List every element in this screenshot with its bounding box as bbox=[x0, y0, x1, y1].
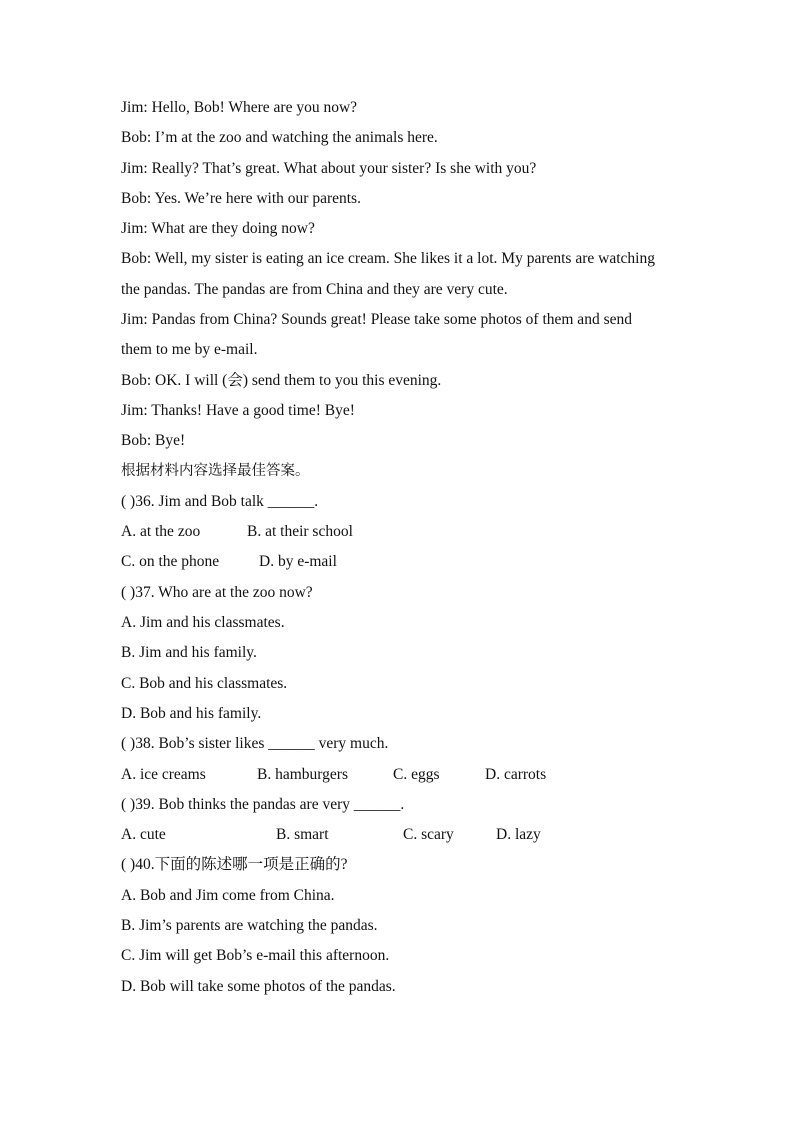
q40-stem: ( )40.下面的陈述哪一项是正确的? bbox=[121, 856, 348, 874]
dialogue-line-8: Jim: Pandas from China? Sounds great! Please take some photos of them and send bbox=[121, 311, 632, 329]
q39-option-b: B. smart bbox=[276, 826, 329, 844]
q38-option-a: A. ice creams bbox=[121, 765, 206, 783]
dialogue-line-6: Bob: Well, my sister is eating an ice cream. She likes it a lot. My parents are watching bbox=[121, 250, 655, 268]
dialogue-line-12: Bob: Bye! bbox=[121, 432, 186, 450]
q40-option-d: D. Bob will take some photos of the pandas. bbox=[121, 977, 396, 995]
q40-option-b: B. Jim’s parents are watching the pandas. bbox=[121, 917, 378, 935]
q39-option-c: C. scary bbox=[403, 826, 454, 844]
q39-options-row bbox=[121, 823, 701, 853]
q40-option-c: C. Jim will get Bob’s e-mail this afternoon. bbox=[121, 947, 390, 965]
q37-option-a: A. Jim and his classmates. bbox=[121, 614, 285, 632]
q37-option-c: C. Bob and his classmates. bbox=[121, 674, 288, 692]
q39-option-a: A. cute bbox=[121, 826, 166, 844]
dialogue-line-5: Jim: What are they doing now? bbox=[121, 220, 315, 238]
q36-option-c: C. on the phone bbox=[121, 553, 220, 571]
dialogue-line-10: Bob: OK. I will (会) send them to you this evening. bbox=[121, 371, 442, 389]
dialogue-line-1: Jim: Hello, Bob! Where are you now? bbox=[121, 99, 358, 116]
q40-option-a: A. Bob and Jim come from China. bbox=[121, 886, 335, 904]
q36-options-row-2 bbox=[121, 550, 701, 580]
dialogue-line-4: Bob: Yes. We’re here with our parents. bbox=[121, 189, 361, 207]
q38-option-d: D. carrots bbox=[485, 765, 547, 783]
q36-option-d: D. by e-mail bbox=[259, 553, 337, 571]
q37-option-b: B. Jim and his family. bbox=[121, 644, 257, 662]
q38-stem: ( )38. Bob’s sister likes ______ very much. bbox=[121, 735, 389, 753]
dialogue-line-3: Jim: Really? That’s great. What about your sister? Is she with you? bbox=[121, 159, 537, 177]
q37-stem: ( )37. Who are at the zoo now? bbox=[121, 583, 313, 601]
q36-option-a: A. at the zoo bbox=[121, 523, 201, 541]
worksheet-page bbox=[121, 96, 701, 1005]
q38-option-c: C. eggs bbox=[393, 765, 440, 783]
instruction: 根据材料内容选择最佳答案。 bbox=[121, 462, 310, 479]
q38-option-b: B. hamburgers bbox=[257, 765, 348, 783]
q36-stem: ( )36. Jim and Bob talk ______. bbox=[121, 492, 319, 510]
q38-options-row bbox=[121, 763, 701, 793]
q36-option-b: B. at their school bbox=[247, 523, 353, 541]
dialogue-line-9: them to me by e-mail. bbox=[121, 341, 258, 359]
q39-option-d: D. lazy bbox=[496, 826, 541, 844]
dialogue-line-7: the pandas. The pandas are from China and they are very cute. bbox=[121, 280, 508, 298]
dialogue-line-11: Jim: Thanks! Have a good time! Bye! bbox=[121, 401, 355, 419]
q37-option-d: D. Bob and his family. bbox=[121, 704, 262, 722]
q36-options-row-1 bbox=[121, 520, 701, 550]
dialogue-line-2: Bob: I’m at the zoo and watching the animals here. bbox=[121, 129, 438, 147]
q39-stem: ( )39. Bob thinks the pandas are very ______. bbox=[121, 795, 405, 813]
